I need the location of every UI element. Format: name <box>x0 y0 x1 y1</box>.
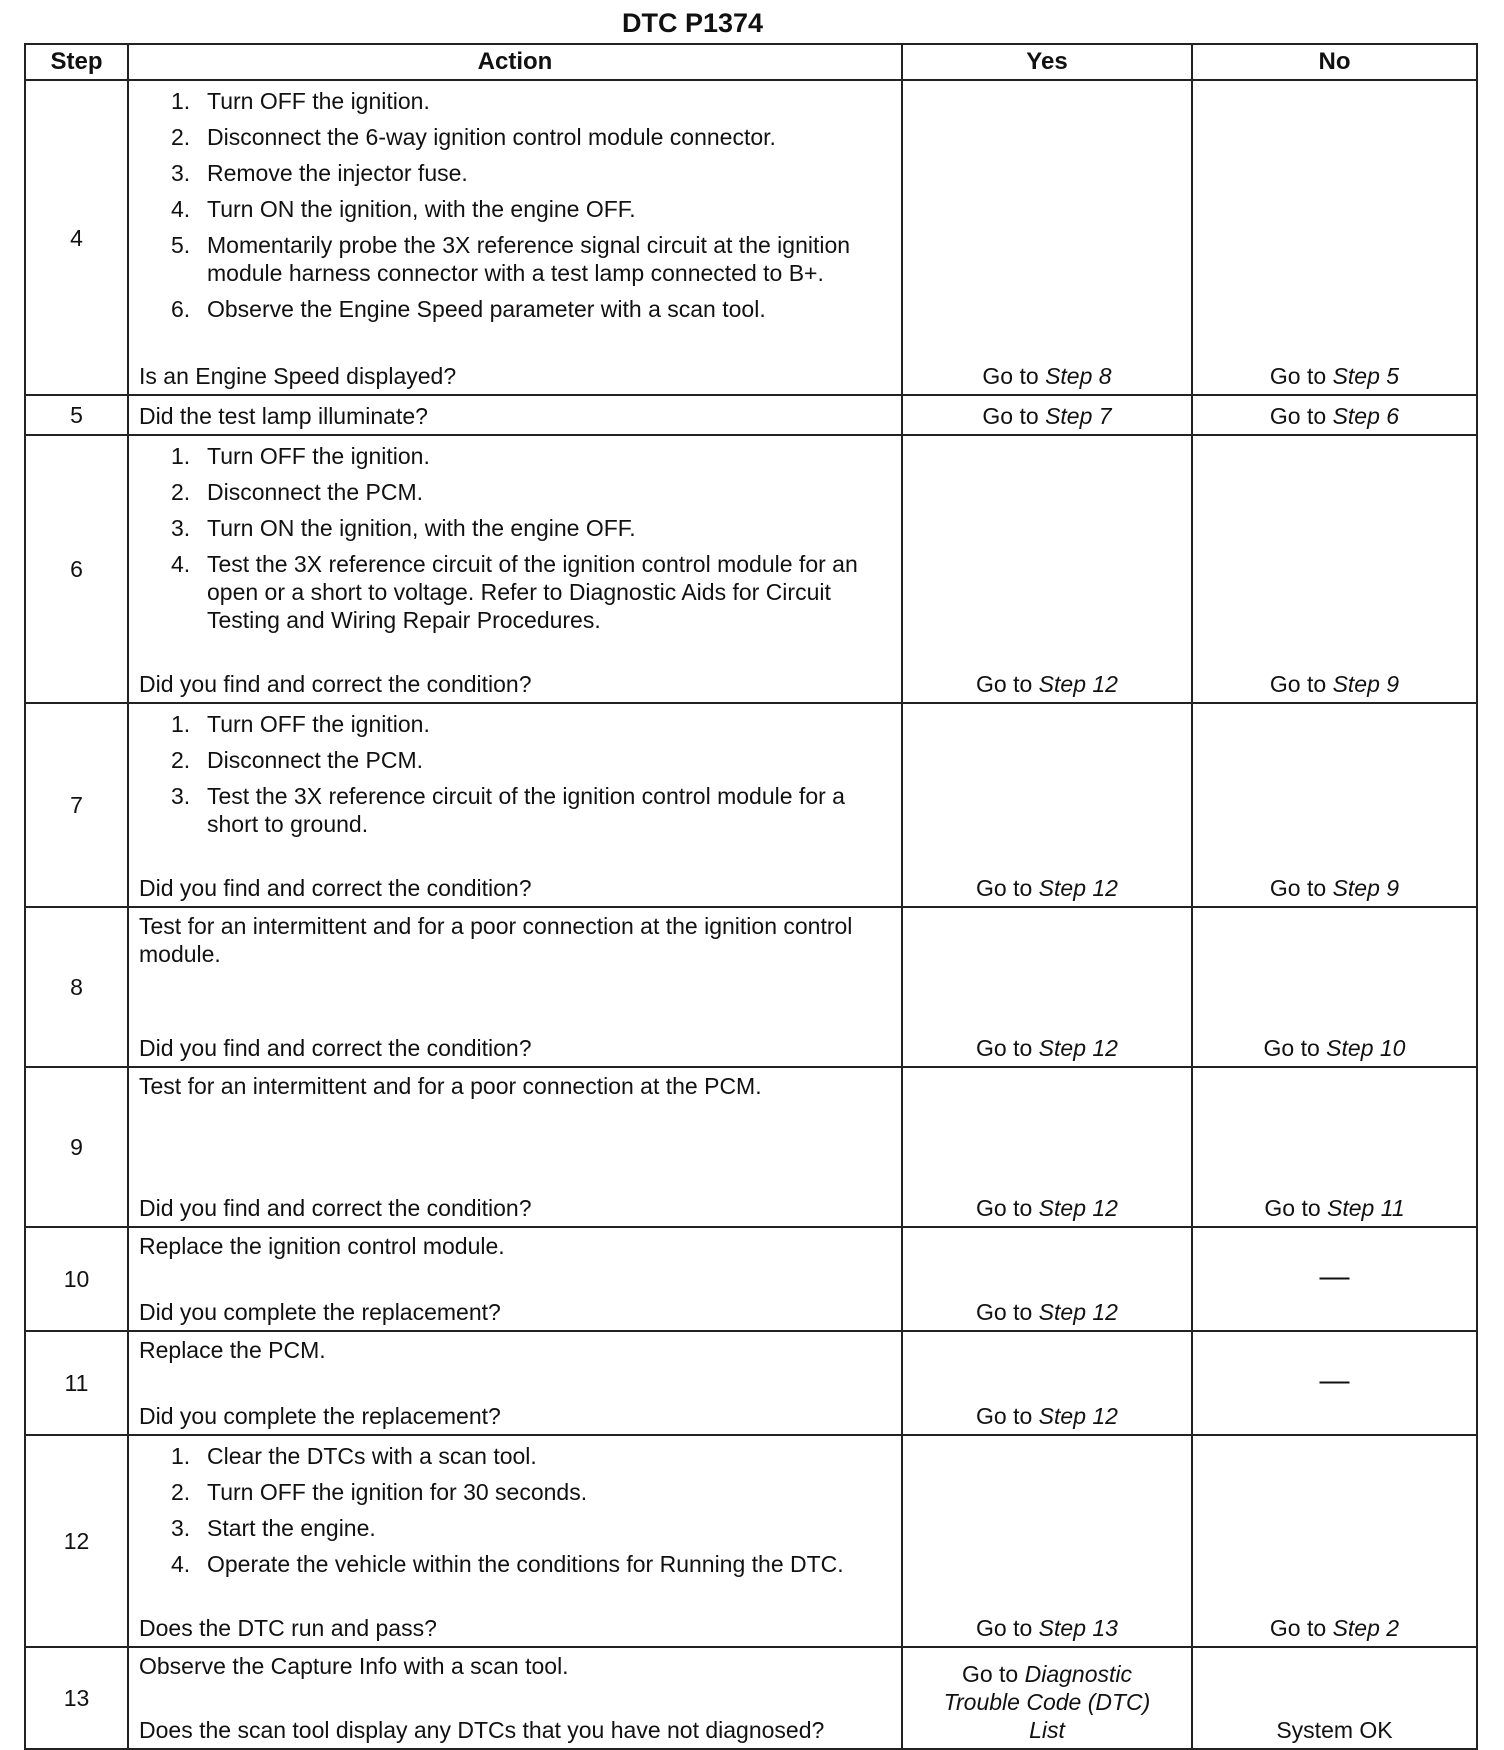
instruction-text: Momentarily probe the 3X reference signal circuit at the ignition module harness connector with a test lamp connected to B+. <box>207 232 851 286</box>
action-content <box>129 396 901 434</box>
action-instructions <box>139 1232 891 1260</box>
instruction-item <box>139 514 891 542</box>
action-question: Did you find and correct the condition? <box>139 671 532 697</box>
action-content <box>129 1436 901 1646</box>
yes-step-link[interactable]: Step 12 <box>1038 1195 1118 1221</box>
action-cell <box>128 1331 902 1435</box>
no-step-link[interactable]: Step 9 <box>1332 671 1400 697</box>
action-question: Did you complete the replacement? <box>139 1299 501 1325</box>
yes-step-link[interactable]: Step 12 <box>1038 1403 1118 1429</box>
yes-goto-label: Go to <box>976 1615 1033 1641</box>
instruction-number: 2. <box>171 1479 191 1505</box>
no-cell <box>1192 80 1477 395</box>
no-goto-label: Go to <box>1269 403 1327 429</box>
action-instructions <box>139 1436 891 1586</box>
action-content <box>129 908 901 1066</box>
no-cell <box>1192 395 1477 435</box>
instruction-number: 5. <box>171 232 191 258</box>
header-no: No <box>1192 44 1477 80</box>
action-content <box>129 704 901 906</box>
instruction-number: 2. <box>171 747 191 773</box>
action-content <box>129 1068 901 1226</box>
no-goto-label: Go to <box>1269 875 1327 901</box>
no-goto-label: Go to <box>1269 671 1327 697</box>
step-number: 8 <box>25 907 128 1067</box>
instruction-item <box>139 231 891 287</box>
header-action: Action <box>128 44 902 80</box>
no-cell <box>1192 703 1477 907</box>
table-row <box>25 1067 1477 1227</box>
instruction-item <box>139 746 891 774</box>
instruction-number: 3. <box>171 515 191 541</box>
action-instructions <box>139 81 891 331</box>
instruction-text: Disconnect the PCM. <box>207 479 424 505</box>
yes-cell <box>902 1227 1192 1331</box>
action-instructions <box>139 436 891 642</box>
action-cell <box>128 1647 902 1749</box>
yes-cell <box>902 1331 1192 1435</box>
instruction-text: Turn ON the ignition, with the engine OFF. <box>207 196 636 222</box>
table-row <box>25 435 1477 703</box>
no-result-text: — <box>1319 1260 1350 1293</box>
instruction-item <box>139 295 891 323</box>
table-body <box>25 80 1477 1749</box>
yes-cell <box>902 703 1192 907</box>
step-number: 13 <box>25 1647 128 1749</box>
action-cell <box>128 1435 902 1647</box>
action-question: Did you find and correct the condition? <box>139 1195 532 1221</box>
no-goto-label: Go to <box>1269 1615 1327 1641</box>
yes-goto-label: Go to <box>982 363 1039 389</box>
action-question: Is an Engine Speed displayed? <box>139 363 457 389</box>
yes-step-link[interactable]: Step 13 <box>1038 1615 1118 1641</box>
instruction-number: 1. <box>171 711 191 737</box>
action-question: Did you find and correct the condition? <box>139 875 532 901</box>
instruction-item <box>139 123 891 151</box>
instruction-item <box>139 1550 891 1578</box>
no-step-link[interactable]: Step 9 <box>1332 875 1400 901</box>
no-step-link[interactable]: Step 5 <box>1332 363 1400 389</box>
yes-step-link[interactable]: Step 12 <box>1038 671 1118 697</box>
instruction-item <box>139 1514 891 1542</box>
instruction-item <box>139 710 891 738</box>
action-content <box>129 81 901 394</box>
no-goto-label: Go to <box>1264 1195 1321 1221</box>
action-cell <box>128 435 902 703</box>
action-question: Did you complete the replacement? <box>139 1403 501 1429</box>
action-instructions <box>139 912 891 968</box>
no-cell <box>1192 1331 1477 1435</box>
instruction-item <box>139 1478 891 1506</box>
step-number: 7 <box>25 703 128 907</box>
action-cell <box>128 80 902 395</box>
instruction-text: Operate the vehicle within the conditions for Running the DTC. <box>207 1551 844 1577</box>
instruction-text: Disconnect the 6-way ignition control module connector. <box>207 124 776 150</box>
action-content <box>129 1228 901 1330</box>
no-goto-label: Go to <box>1263 1035 1320 1061</box>
yes-step-link[interactable]: Step 12 <box>1038 875 1118 901</box>
no-step-link[interactable]: Step 6 <box>1332 403 1400 429</box>
instruction-number: 1. <box>171 1443 191 1469</box>
instruction-list <box>139 81 891 323</box>
action-content <box>129 436 901 702</box>
instruction-number: 4. <box>171 196 191 222</box>
action-text: Observe the Capture Info with a scan tool. <box>139 1653 569 1679</box>
instruction-text: Start the engine. <box>207 1515 376 1541</box>
dtc-table <box>24 43 1478 1750</box>
header-yes: Yes <box>902 44 1192 80</box>
no-cell <box>1192 1647 1477 1749</box>
instruction-number: 4. <box>171 551 191 577</box>
table-row <box>25 703 1477 907</box>
table-row <box>25 395 1477 435</box>
instruction-number: 1. <box>171 88 191 114</box>
yes-step-link[interactable]: Step 7 <box>1045 403 1112 429</box>
table-row <box>25 1331 1477 1435</box>
no-step-link[interactable]: Step 11 <box>1327 1195 1405 1221</box>
instruction-item <box>139 195 891 223</box>
step-number: 4 <box>25 80 128 395</box>
yes-cell <box>902 395 1192 435</box>
yes-step-link[interactable]: Diagnostic Trouble Code (DTC) List <box>943 1661 1151 1743</box>
no-result-text: System OK <box>1276 1717 1393 1743</box>
instruction-text: Clear the DTCs with a scan tool. <box>207 1443 537 1469</box>
no-step-link[interactable]: Step 10 <box>1326 1035 1406 1061</box>
step-number: 11 <box>25 1331 128 1435</box>
yes-cell <box>902 435 1192 703</box>
instruction-list <box>139 704 891 838</box>
yes-cell <box>902 1647 1192 1749</box>
instruction-list <box>139 436 891 634</box>
step-number: 9 <box>25 1067 128 1227</box>
action-cell <box>128 395 902 435</box>
yes-goto-label: Go to <box>976 1299 1033 1325</box>
table-row <box>25 1435 1477 1647</box>
instruction-text: Observe the Engine Speed parameter with a scan tool. <box>207 296 766 322</box>
action-question: Does the scan tool display any DTCs that you have not diagnosed? <box>139 1717 825 1743</box>
action-instructions <box>139 1652 891 1680</box>
yes-cell <box>902 1435 1192 1647</box>
action-instructions <box>139 704 891 846</box>
table-row <box>25 80 1477 395</box>
action-cell <box>128 1067 902 1227</box>
step-number: 10 <box>25 1227 128 1331</box>
instruction-number: 3. <box>171 1515 191 1541</box>
table-row <box>25 1647 1477 1749</box>
table-row <box>25 1227 1477 1331</box>
instruction-text: Test the 3X reference circuit of the ignition control module for an open or a short to voltage. Refer to Diagnostic Aids for Circuit Testing and Wiring Repair Procedures. <box>207 551 858 633</box>
yes-step-link[interactable]: Step 12 <box>1038 1299 1118 1325</box>
yes-goto-label: Go to <box>976 875 1033 901</box>
table-row <box>25 907 1477 1067</box>
header-step: Step <box>25 44 128 80</box>
action-instructions <box>139 1336 891 1364</box>
table-header-row <box>25 44 1477 80</box>
no-cell <box>1192 907 1477 1067</box>
yes-goto-label: Go to <box>982 403 1039 429</box>
instruction-text: Turn OFF the ignition. <box>207 711 430 737</box>
yes-step-link[interactable]: Step 8 <box>1045 363 1112 389</box>
instruction-number: 6. <box>171 296 191 322</box>
instruction-item <box>139 782 891 838</box>
yes-cell <box>902 80 1192 395</box>
instruction-text: Disconnect the PCM. <box>207 747 424 773</box>
instruction-item <box>139 442 891 470</box>
no-step-link[interactable]: Step 2 <box>1332 1615 1400 1641</box>
instruction-number: 4. <box>171 1551 191 1577</box>
step-number: 12 <box>25 1435 128 1647</box>
instruction-item <box>139 1442 891 1470</box>
instruction-item <box>139 87 891 115</box>
action-question: Does the DTC run and pass? <box>139 1615 437 1641</box>
instruction-text: Turn OFF the ignition. <box>207 88 430 114</box>
yes-goto-label: Go to <box>976 1403 1033 1429</box>
action-cell <box>128 703 902 907</box>
action-instructions <box>139 1072 891 1100</box>
yes-goto-label: Go to <box>961 1661 1019 1687</box>
no-goto-label: Go to <box>1269 363 1327 389</box>
instruction-number: 3. <box>171 783 191 809</box>
instruction-text: Turn OFF the ignition. <box>207 443 430 469</box>
action-text: Replace the ignition control module. <box>139 1233 505 1259</box>
no-cell <box>1192 435 1477 703</box>
action-content <box>129 1648 901 1748</box>
step-number: 5 <box>25 395 128 435</box>
yes-cell <box>902 1067 1192 1227</box>
instruction-number: 2. <box>171 124 191 150</box>
instruction-item <box>139 478 891 506</box>
action-question: Did the test lamp illuminate? <box>139 403 428 429</box>
instruction-text: Remove the injector fuse. <box>207 160 468 186</box>
action-question: Did you find and correct the condition? <box>139 1035 532 1061</box>
instruction-list <box>139 1436 891 1578</box>
instruction-item <box>139 550 891 634</box>
no-cell <box>1192 1067 1477 1227</box>
yes-cell <box>902 907 1192 1067</box>
no-cell <box>1192 1435 1477 1647</box>
action-text: Test for an intermittent and for a poor connection at the ignition control module. <box>139 913 853 967</box>
action-text: Replace the PCM. <box>139 1337 326 1363</box>
action-cell <box>128 907 902 1067</box>
instruction-item <box>139 159 891 187</box>
step-number: 6 <box>25 435 128 703</box>
instruction-text: Turn ON the ignition, with the engine OFF. <box>207 515 636 541</box>
page-title: DTC P1374 <box>621 8 764 38</box>
instruction-text: Test the 3X reference circuit of the ignition control module for a short to ground. <box>207 783 845 837</box>
instruction-number: 1. <box>171 443 191 469</box>
instruction-text: Turn OFF the ignition for 30 seconds. <box>207 1479 588 1505</box>
yes-step-link[interactable]: Step 12 <box>1038 1035 1118 1061</box>
no-cell <box>1192 1227 1477 1331</box>
action-cell <box>128 1227 902 1331</box>
action-text: Test for an intermittent and for a poor connection at the PCM. <box>139 1073 762 1099</box>
instruction-number: 3. <box>171 160 191 186</box>
action-content <box>129 1332 901 1434</box>
yes-goto-label: Go to <box>976 1035 1033 1061</box>
instruction-number: 2. <box>171 479 191 505</box>
yes-goto-label: Go to <box>976 1195 1033 1221</box>
yes-goto-label: Go to <box>976 671 1033 697</box>
no-result-text: — <box>1319 1364 1350 1397</box>
